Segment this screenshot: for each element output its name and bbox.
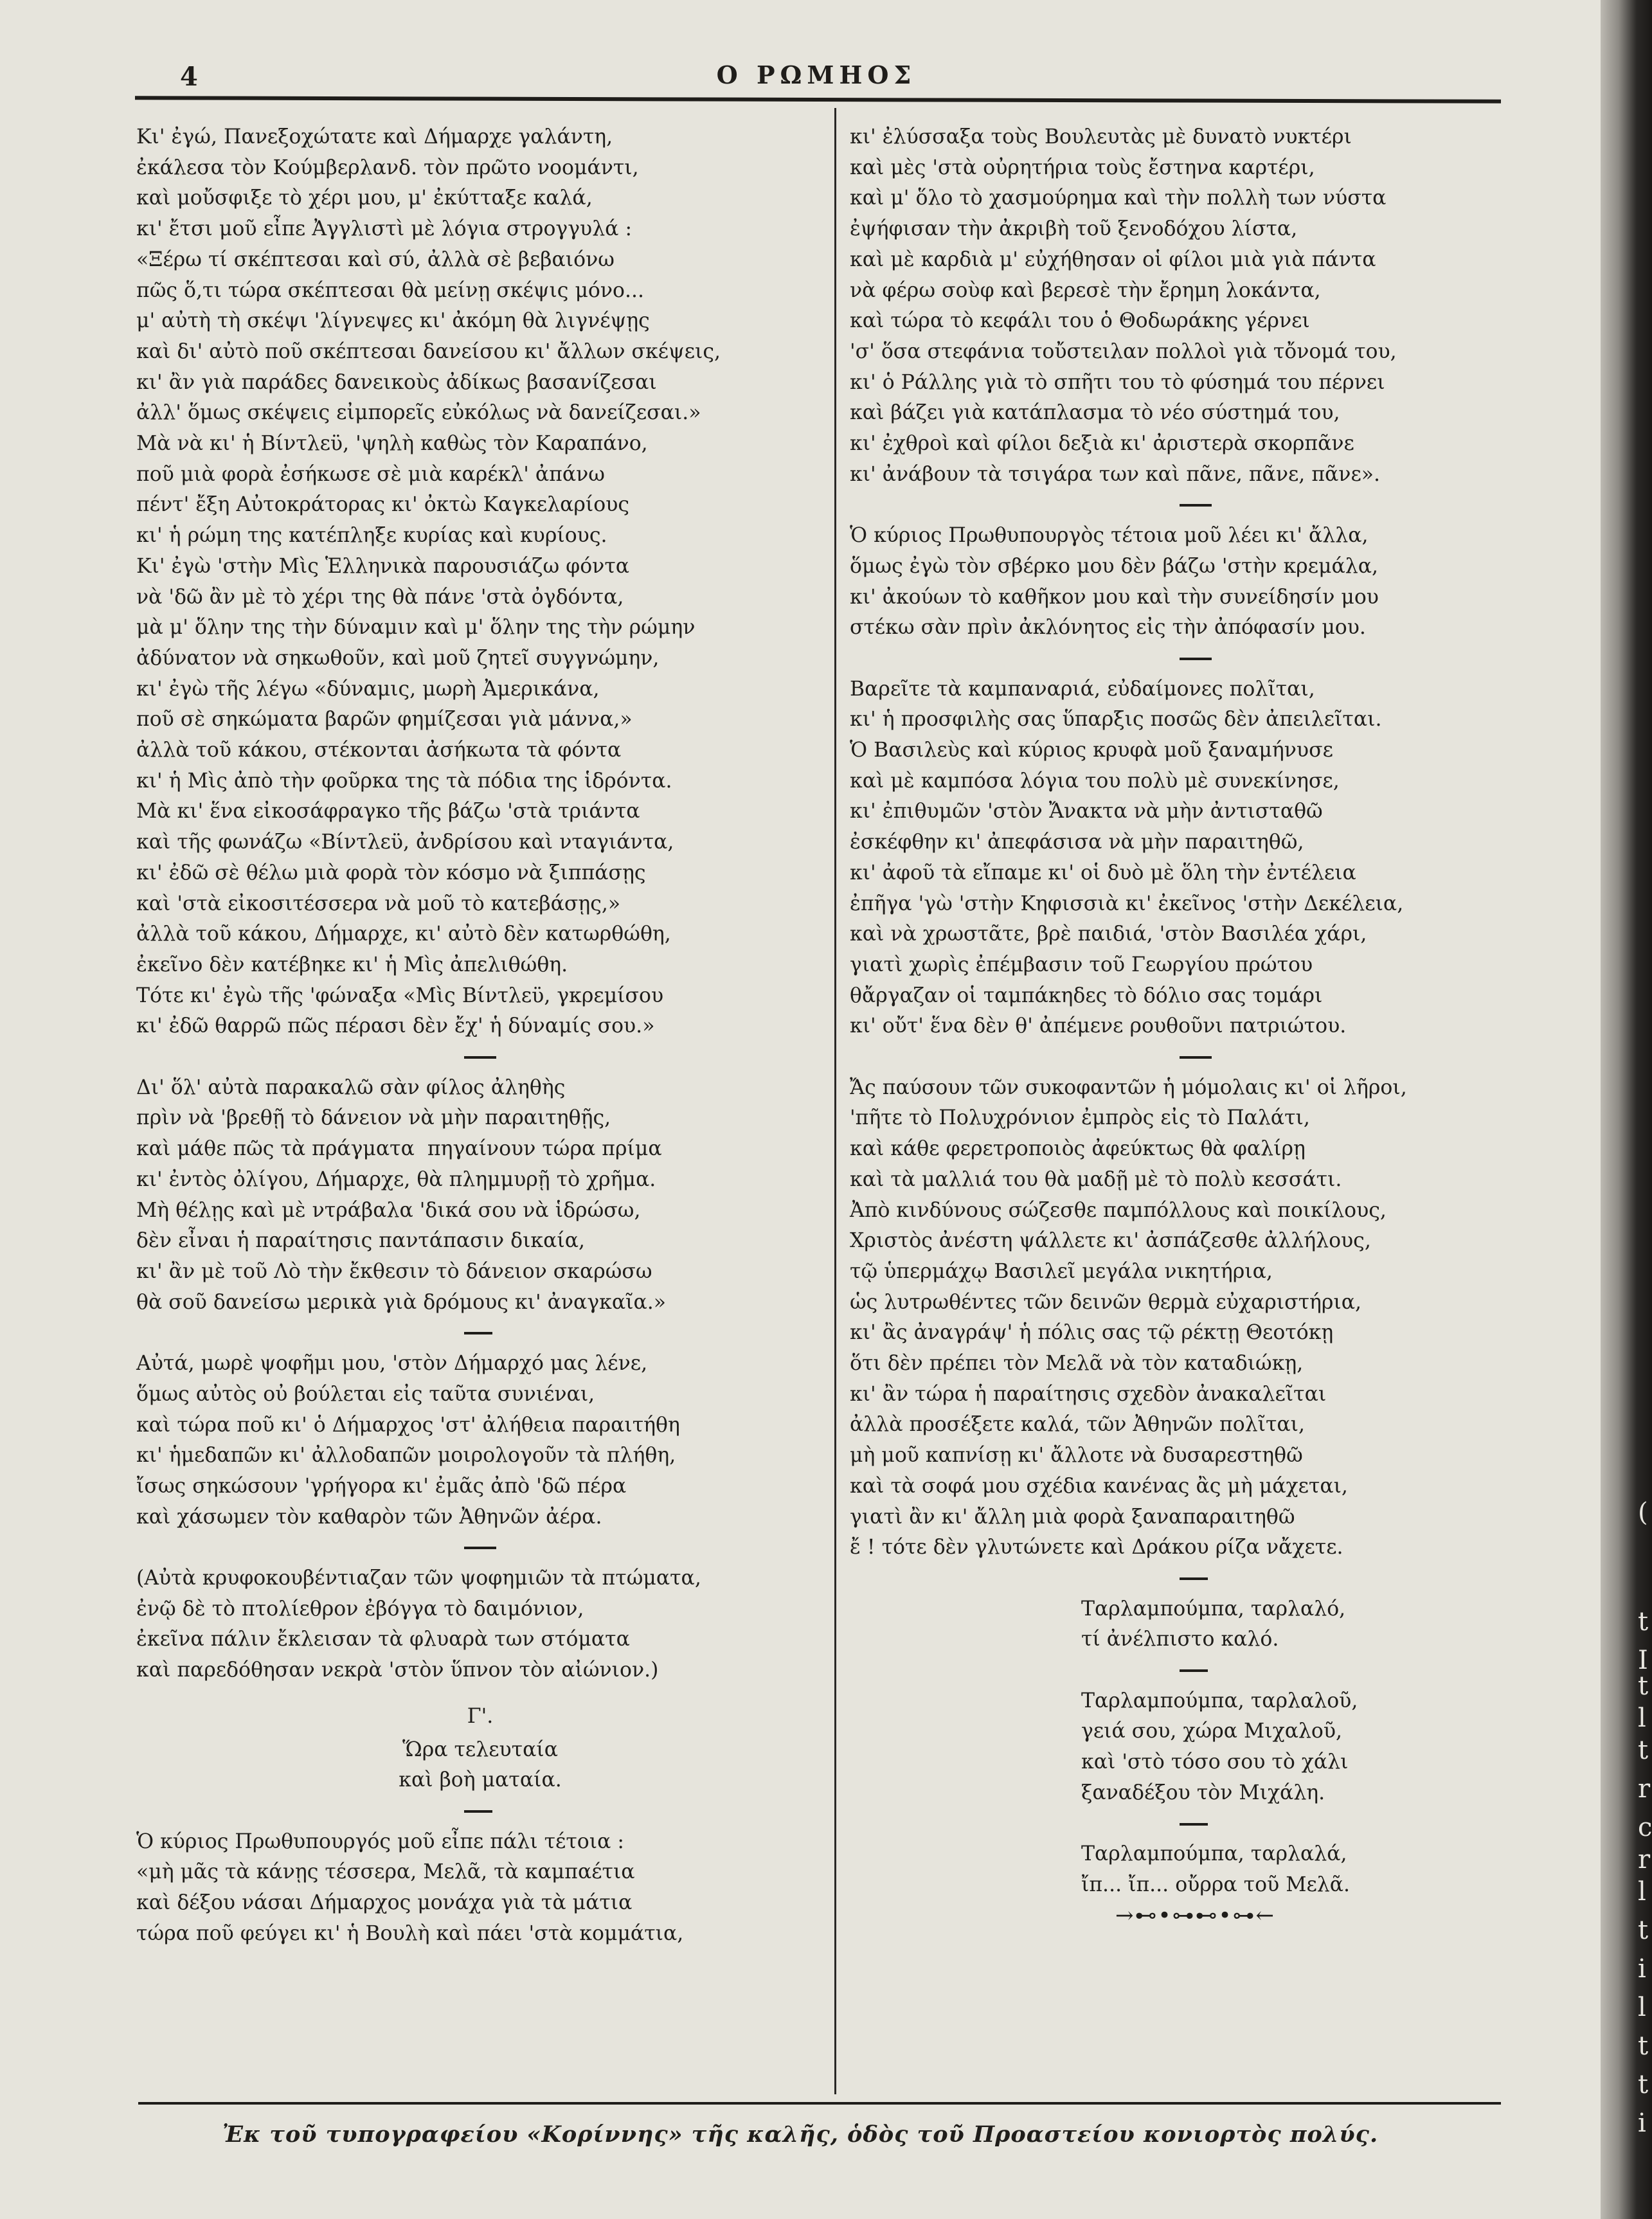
poem-stanza: Κι' ἐγώ, Πανεξοχώτατε καὶ Δήμαρχε γαλάντη, ἐκάλεσα τὸν Κούμβερλανδ. τὸν πρῶτο νοομάντι, καὶ μοὔσφιξε τὸ χέρι μου, μ' ἐκύτταξε καλά, κι' ἔτσι μοῦ εἶπε Ἀγγλιστὶ μὲ λόγια στρογγυλά : «Ξέρω τί σκέπτεσαι καὶ σύ, ἀλλὰ σὲ βεβαιόνω πῶς ὅ,τι τώρα σκέπτεσαι θὰ μείνῃ σκέψις μόνο... μ' αὐτὴ τὴ σκέψι 'λίγνεψες κι' ἀκόμη θὰ λιγνέψῃς καὶ δι' αὐτὸ ποῦ σκέπτεσαι δανείσου κι' ἄλλων σκέψεις, κι' ἂν γιὰ παράδες δανεικοὺς ἀδίκως βασανίζεσαι ἀλλ' ὅμως σκέψεις εἰμπορεῖς εὐκόλως νὰ δανείζεσαι.» Μὰ νὰ κι' ἡ Βίντλεϋ, 'ψηλὴ καθὼς τὸν Καραπάνο, ποῦ μιὰ φορὰ ἐσήκωσε σὲ μιὰ καρέκλ' ἀπάνω πέντ' ἔξη Αὐτοκράτορας κι' ὀκτὼ Καγκελαρίους κι' ἡ ρώμη της κατέπληξε κυρίας καὶ κυρίους. Κι' ἐγὼ 'στὴν Μὶς Ἑλληνικὰ παρουσιάζω φόντα νὰ 'δῶ ἂν μὲ τὸ χέρι της θὰ πάνε 'στὰ ὀγδόντα, μὰ μ' ὅλην της τὴν δύναμιν καὶ μ' ὅλην της τὴν ρώμην ἀδύνατον νὰ σηκωθοῦν, καὶ μοῦ ζητεῖ συγγνώμην, κι' ἐγὼ τῆς λέγω «δύναμις, μωρὴ Ἀμερικάνα, ποῦ σὲ σηκώματα βαρῶν φημίζεσαι γιὰ μάννα,» ἀλλὰ τοῦ κάκου, στέκονται ἀσήκωτα τὰ φόντα κι' ἡ Μὶς ἀπὸ τὴν φοῦρκα της τὰ πόδια της ἱδρόντα. Μὰ κι' ἕνα εἰκοσάφραγκο τῆς βάζω 'στὰ τριάντα καὶ τῆς φωνάζω «Βίντλεϋ, ἀνδρίσου καὶ νταγιάντα, κι' ἐδῶ σὲ θέλω μιὰ φορὰ τὸν κόσμο νὰ ξιππάσῃς καὶ 'στὰ εἰκοσιτέσσερα νὰ μοῦ τὸ κατεβάσῃς,» ἀλλὰ τοῦ κάκου, Δήμαρχε, κι' αὐτὸ δὲν κατωρθώθη, ἐκεῖνο δὲν κατέβηκε κι' ἡ Μὶς ἀπελιθώθη. Τότε κι' ἐγὼ τῆς 'φώναξα «Μὶς Βίντλεϋ, γκρεμίσου κι' ἐδῶ θαρρῶ πῶς πέρασι δὲν ἔχ' ἡ δύναμίς σου.» <box>136 125 721 1038</box>
tailpiece-ornament: →⊷•⊶⊷•⊶← <box>1115 1902 1276 1928</box>
section-separator <box>850 1655 1541 1686</box>
spine-glyph: r <box>1638 1774 1651 1804</box>
spine-glyph: r <box>1638 1845 1651 1874</box>
poem-stanza: (Αὐτὰ κρυφοκουβέντιαζαν τῶν ψοφημιῶν τὰ πτώματα, ἐνῷ δὲ τὸ πτολίεθρον ἐβόγγα τὸ δαιμόνιον, ἐκεῖνα πάλιν ἔκλεισαν τὰ φλυαρὰ των στόματα καὶ παρεδόθησαν νεκρὰ 'στὸν ὕπνον τὸν αἰώνιον.) <box>136 1567 701 1682</box>
right-column <box>850 122 1541 1931</box>
section-heading: Γ'. <box>467 1704 494 1728</box>
section-separator <box>850 643 1541 674</box>
section-separator <box>850 1563 1541 1594</box>
spine-glyph: i <box>1638 2108 1646 2138</box>
spine-glyph: l <box>1638 1703 1646 1733</box>
poem-stanza: Αὐτά, μωρὲ ψοφῆμι μου, 'στὸν Δήμαρχό μας λένε, ὅμως αὐτὸς οὐ βούλεται εἰς ταῦτα συνιέναι, καὶ τώρα ποῦ κι' ὁ Δήμαρχος 'στ' ἀλήθεια παραιτήθη κι' ἡμεδαπῶν κι' ἀλλοδαπῶν μοιρολογοῦν τὰ πλήθη, ἴσως σηκώσουν 'γρήγορα κι' ἐμᾶς ἀπὸ 'δῶ πέρα καὶ χάσωμεν τὸν καθαρὸν τῶν Ἀθηνῶν ἀέρα. <box>136 1352 680 1529</box>
spine-glyph: ( <box>1638 1498 1648 1527</box>
section-separator <box>136 1532 824 1563</box>
spine-glyph: I <box>1638 1646 1648 1675</box>
footer-rule <box>138 2102 1501 2105</box>
left-column <box>136 122 824 1949</box>
header-rule <box>135 96 1501 103</box>
spine-glyph: i <box>1638 1954 1646 1984</box>
spine-glyph: l <box>1638 1993 1646 2022</box>
poem-stanza: Βαρεῖτε τὰ καμπαναριά, εὐδαίμονες πολῖται, κι' ἡ προσφιλὴς σας ὕπαρξις ποσῶς δὲν ἀπειλεῖται. Ὁ Βασιλεὺς καὶ κύριος κρυφὰ μοῦ ξαναμήνυσε καὶ μὲ καμπόσα λόγια του πολὺ μὲ συνεκίνησε, κι' ἐπιθυμῶν 'στὸν Ἄνακτα νὰ μὴν ἀντισταθῶ ἐσκέφθην κι' ἀπεφάσισα νὰ μὴν παραιτηθῶ, κι' ἀφοῦ τὰ εἴπαμε κι' οἱ δυὸ μὲ ὅλη τὴν ἐντέλεια ἐπῆγα 'γὼ 'στὴν Κηφισσιὰ κι' ἐκεῖνος 'στὴν Δεκέλεια, καὶ νὰ χρωστᾶτε, βρὲ παιδιά, 'στὸν Βασιλέα χάρι, γιατὶ χωρὶς ἐπέμβασιν τοῦ Γεωργίου πρώτου θἄργαζαν οἱ ταμπάκηδες τὸ δόλιο σας τομάρι κι' οὔτ' ἕνα δὲν θ' ἀπέμενε ρουθοῦνι πατριώτου. <box>850 677 1404 1038</box>
poem-stanza: κι' ἐλύσσαξα τοὺς Βουλευτὰς μὲ δυνατὸ νυκτέρι καὶ μὲς 'στὰ οὐρητήρια τοὺς ἔστηνα καρτέρι, καὶ μ' ὅλο τὸ χασμούρημα καὶ τὴν πολλὴ των νύστα ἐψήφισαν τὴν ἀκριβὴ τοῦ ξενοδόχου λίστα, καὶ μὲ καρδιὰ μ' εὐχήθησαν οἱ φίλοι μιὰ γιὰ πάντα νὰ φέρω σοὺφ καὶ βερεσὲ τὴν ἔρημη λοκάντα, καὶ τώρα τὸ κεφάλι του ὁ Θοδωράκης γέρνει 'σ' ὅσα στεφάνια τοὔστειλαν πολλοὶ γιὰ τὄνομά του, κι' ὁ Ράλλης γιὰ τὸ σπῆτι του τὸ φύσημά του πέρνει καὶ βάζει γιὰ κατάπλασμα τὸ νέο σύστημά του, κι' ἐχθροὶ καὶ φίλοι δεξιὰ κι' ἀριστερὰ σκορπᾶνε κι' ἀνάβουν τὰ τσιγάρα των καὶ πᾶνε, πᾶνε, πᾶνε». <box>850 125 1397 486</box>
spine-glyph: t <box>1638 2070 1649 2099</box>
section-separator <box>850 1042 1541 1073</box>
poem-stanza: Δι' ὅλ' αὐτὰ παρακαλῶ σὰν φίλος ἀληθὴς πρὶν νὰ 'βρεθῇ τὸ δάνειον νὰ μὴν παραιτηθῇς, καὶ μάθε πῶς τὰ πράγματα πηγαίνουν τώρα πρίμα κι' ἐντὸς ὀλίγου, Δήμαρχε, θὰ πλημμυρῇ τὸ χρῆμα. Μὴ θέλῃς καὶ μὲ ντράβαλα 'δικά σου νὰ ἱδρώσω, δὲν εἶναι ἡ παραίτησις παντάπασιν δικαία, κι' ἂν μὲ τοῦ Λὸ τὴν ἔκθεσιν τὸ δάνειον σκαρώσω θὰ σοῦ δανείσω μερικὰ γιὰ δρόμους κι' ἀναγκαῖα.» <box>136 1075 667 1314</box>
section-separator <box>136 1318 824 1349</box>
poem-stanza: Ὁ κύριος Πρωθυπουργός μοῦ εἶπε πάλι τέτοια : «μὴ μᾶς τὰ κάνῃς τέσσερα, Μελᾶ, τὰ καμπαέτια καὶ δέξου νάσαι Δήμαρχος μονάχα γιὰ τὰ μάτια τώρα ποῦ φεύγει κι' ἡ Βουλὴ καὶ πάει 'στὰ κομμάτια, <box>136 1829 684 1945</box>
page-header <box>129 57 1504 95</box>
spine-glyph: t <box>1638 2031 1649 2061</box>
section-separator <box>850 490 1541 521</box>
section-separator <box>136 1796 824 1827</box>
spine-glyph: t <box>1638 1736 1649 1765</box>
journal-title: Ο ΡΩΜΗΟΣ <box>716 60 917 89</box>
spine-glyph: t <box>1638 1671 1649 1701</box>
poem-stanza: Ὁ κύριος Πρωθυπουργὸς τέτοια μοῦ λέει κι' ἄλλα, ὅμως ἐγὼ τὸν σβέρκο μου δὲν βάζω 'στὴν κρεμάλα, κι' ἀκούων τὸ καθῆκον μου καὶ τὴν συνείδησίν μου στέκω σὰν πρὶν ἀκλόνητος εἰς τὴν ἀπόφασίν μου. <box>850 524 1379 640</box>
refrain: Ταρλαμπούμπα, ταρλαλοῦ, γειά σου, χώρα Μιχαλοῦ, καὶ 'στὸ τόσο σου τὸ χάλι ξαναδέξου τὸν Μιχάλη. <box>1081 1689 1358 1804</box>
section-couplet: Ὥρα τελευταία καὶ βοὴ ματαία. <box>399 1738 562 1792</box>
spine-glyph: t <box>1638 1916 1649 1945</box>
section-separator <box>850 1809 1541 1840</box>
refrain: Ταρλαμπούμπα, ταρλαλό, τί ἀνέλπιστο καλό. <box>1081 1597 1346 1651</box>
refrain: Ταρλαμπούμπα, ταρλαλά, ἴπ... ἴπ... οὔρρα τοῦ Μελᾶ. <box>1081 1842 1351 1896</box>
spine-glyph: l <box>1638 1877 1646 1907</box>
page-number: 4 <box>180 62 198 92</box>
spine-glyph: c <box>1638 1813 1652 1842</box>
column-divider <box>834 108 836 2094</box>
section-separator <box>136 1042 824 1073</box>
spine-glyph: t <box>1638 1607 1649 1637</box>
poem-stanza: Ἄς παύσουν τῶν συκοφαντῶν ἡ μόμολαις κι' οἱ λῆροι, 'πῆτε τὸ Πολυχρόνιον ἐμπρὸς εἰς τὸ Παλάτι, καὶ κάθε φερετροποιὸς ἀφεύκτως θὰ φαλίρῃ καὶ τὰ μαλλιά του θὰ μαδῇ μὲ τὸ πολὺ κεσσάτι. Ἀπὸ κινδύνους σώζεσθε παμπόλλους καὶ ποικίλους, Χριστὸς ἀνέστη ψάλλετε κι' ἀσπάζεσθε ἀλλήλους, τῷ ὑπερμάχῳ Βασιλεῖ μεγάλα νικητήρια, ὡς λυτρωθέντες τῶν δεινῶν θερμὰ εὐχαριστήρια, κι' ἂς ἀναγράψ' ἡ πόλις σας τῷ ρέκτῃ Θεοτόκῃ ὅτι δὲν πρέπει τὸν Μελᾶ νὰ τὸν καταδιώκῃ, κι' ἂν τώρα ἡ παραίτησις σχεδὸν ἀνακαλεῖται ἀλλὰ προσέξετε καλά, τῶν Ἀθηνῶν πολῖται, μὴ μοῦ καπνίσῃ κι' ἄλλοτε νὰ δυσαρεστηθῶ καὶ τὰ σοφά μου σχέδια κανένας ἂς μὴ μάχεται, γιατὶ ἂν κι' ἄλλη μιὰ φορὰ ξαναπαραιτηθῶ ἔ ! τότε δὲν γλυτώνετε καὶ Δράκου ρίζα νἄχετε. <box>850 1075 1407 1559</box>
printer-imprint: Ἐκ τοῦ τυπογραφείου «Κορίννης» τῆς καλῆς, ὁδὸς τοῦ Προαστείου κονιορτὸς πολύς. <box>222 2121 1379 2148</box>
